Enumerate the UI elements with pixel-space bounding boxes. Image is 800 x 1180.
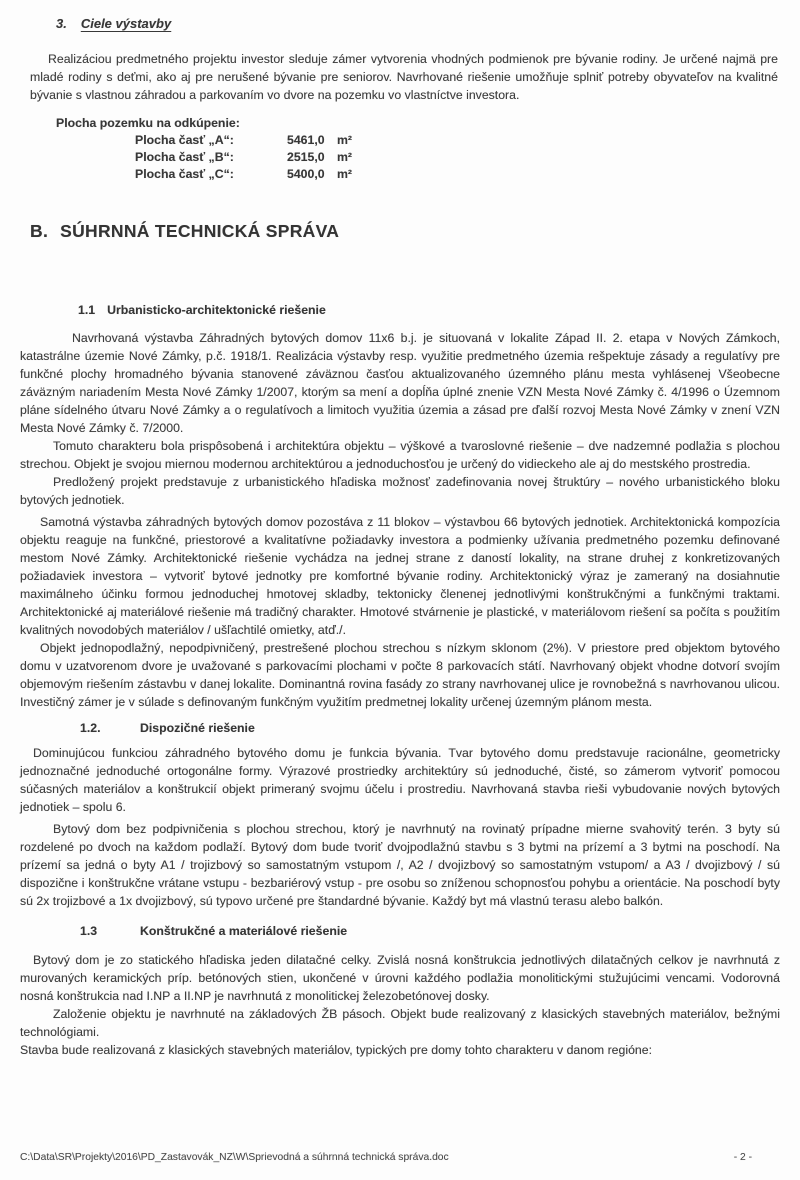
paragraph-1-3-b: Založenie objektu je navrhnuté na základových ŽB pásoch. Objekt bude realizovaný z klasických stavebných materiálov, bežnými technológiami. (20, 1007, 780, 1039)
section-1-2-title: Dispozičné riešenie (140, 721, 255, 735)
section-1-3-number: 1.3 (80, 924, 98, 938)
section-1-3-title: Konštrukčné a materiálové riešenie (140, 924, 348, 938)
plot-area-row (135, 132, 780, 149)
row-unit: m² (337, 150, 353, 164)
section-3-number: 3. (56, 16, 67, 31)
section-b-title: SÚHRNNÁ TECHNICKÁ SPRÁVA (60, 221, 340, 241)
plot-area-block (56, 115, 780, 183)
plot-area-title: Plocha pozemku na odkúpenie: (56, 116, 240, 130)
row-label: Plocha časť „C“: (135, 167, 234, 181)
section-b-number: B. (30, 221, 49, 241)
section-1-1-title: Urbanisticko-architektonické riešenie (107, 303, 326, 317)
paragraph-1-2-b: Bytový dom bez podpivničenia s plochou strechou, ktorý je navrhnutý na rovinatý prípadne mierne svahovitý terén. 3 byty sú rozdelené po dvoch na každom podlaží. Bytový dom bude tvoriť dvojpodlažnú stavbu s 3 bytmi na prízemí a 3 bytmi na poschodí. Na prízemí sa jedná o byty A1 / trojizbový so samostatným vstupom /, A2 / dvojizbový so samostatným vstupom/ a A3 / dvojizbový / sú dispozične i konštrukčne vrátane vstupu - bezbariérový vstup - pre osobu so zníženou schopnosťou pohybu a orientácie. Na poschodí byty sú 2x trojizbové a 1x dvojizbový, sú typovo určené pre štandardné bývanie. Každý byt má vlastnú terasu alebo balkón. (20, 822, 780, 908)
section-3-title: Ciele výstavby (80, 16, 172, 31)
row-unit: m² (337, 133, 353, 147)
paragraph-1-1-e: Objekt jednopodlažný, nepodpivničený, prestrešené plochou strechou s nízkym sklonom (2%). V priestore pred objektom bytového domu v uzatvorenom dvore je uvažované s parkovacími plochami v počte 8 parkovacích státí. Navrhovaný objekt vhodne dotvorí svojím objemovým riešením zástavbu v danej lokalite. Dominantná rovina fasády zo strany navrhovanej ulice je rovnobežná s navrhovanou ulicou. Investičný zámer je v súlade s definovaným funkčným využitím predmetnej lokality určenej územným plánom mesta. (20, 641, 780, 709)
section-3-heading (56, 15, 780, 33)
paragraph-1-3-c: Stavba bude realizovaná z klasických stavebných materiálov, typických pre domy tohto charakteru v danom regióne: (20, 1043, 653, 1057)
paragraph-1-1-c: Predložený projekt predstavuje z urbanistického hľadiska možnosť zadefinovania novej štruktúry – nového urbanistického bloku bytových jednotiek. (20, 475, 780, 507)
footer-path: C:\Data\SR\Projekty\2016\PD_Zastavovák_NZ\W\Sprievodná a súhrnná technická správa.doc (20, 1152, 449, 1163)
row-label: Plocha časť „B“: (135, 150, 234, 164)
section-1-2-number: 1.2. (80, 721, 101, 735)
paragraph-1-1-d: Samotná výstavba záhradných bytových domov pozostáva z 11 blokov – výstavbou 66 bytových jednotiek. Architektonická kompozícia objektu reaguje na funkčné, priestorové a kvalitatívne požiadavky investora a podmienky užívania predmetného pozemku definované mestom Nové Zámky. Architektonické riešenie vychádza na jednej strane z daností lokality, na strane druhej z konkretizovaných požiadaviek investora – vytvoriť bytové jednotky pre komfortné bývanie rodiny. Architektonický výraz je zameraný na dosiahnutie maximálneho účinku formou jednoduchej hmotovej skladby, tektonicky členenej jednotlivými konštrukčnými a funkčnými traktami. Architektonické aj materiálové riešenie má tradičný charakter. Hmotové stvárnenie je plastické, v materiálovom riešení sa počíta s použitím kvalitných novodobých materiálov / ušľachtilé omietky, atď./. (20, 515, 780, 637)
section-1-1-heading (78, 301, 780, 320)
section-3-paragraph: Realizáciou predmetného projektu investor sleduje zámer vytvorenia vhodných podmienok pre bývanie rodiny. Je určené najmä pre mladé rodiny s deťmi, ako aj pre nerušené bývanie pre seniorov. Navrhované riešenie umožňuje splniť potreby obyvateľov na kvalitné bývanie s vlastnou záhradou a parkovaním vo dvore na pozemku vo vlastníctve investora. (30, 52, 778, 102)
paragraph-1-1-a: Navrhovaná výstavba Záhradných bytových domov 11x6 b.j. je situovaná v lokalite Západ II. 2. etapa v Nových Zámkoch, katastrálne územie Nové Zámky, p.č. 1918/1. Realizácia výstavby resp. využitie predmetného územia rešpektuje zásady a regulatívy pre funkčné plochy hromadného bývania stanovené záväznou časťou aktualizovaného územného plánu mesta vyhlásenej Všeobecne záväzným nariadením Mesta Nové Zámky 1/2007, ktorým sa mení a dopĺňa úplné znenie VZN Mesta Nové Zámky č. 4/1996 o Územnom pláne sídelného útvaru Nové Zámky a o regulatívoch a limitoch využitia územia a zásad pre ďalší rozvoj Mesta Nové Zámky v znení VZN Mesta Nové Zámky č. 7/2000. (20, 331, 780, 435)
document-footer (20, 1151, 780, 1165)
row-unit: m² (337, 167, 353, 181)
row-value: 5461,0 (287, 133, 325, 147)
paragraph-1-1-b: Tomuto charakteru bola prispôsobená i architektúra objektu – výškové a tvaroslovné riešenie – dve nadzemné podlažia s plochou strechou. Objekt je svojou miernou modernou architektúrou a jednoduchosťou je určený do vidieckeho ale aj do mestského prostredia. (20, 439, 780, 471)
row-value: 5400,0 (287, 167, 325, 181)
paragraph-1-3-a: Bytový dom je zo statického hľadiska jeden dilatačné celky. Zvislá nosná konštrukcia jednotlivých dilatačných celkov je navrhnutá z murovaných keramických príp. betónových stien, ukončené v úrovni každého podlažia monolitickými stužujúcimi vencami. Vodorovná nosná konštrukcia nad I.NP a II.NP je navrhnutá z monolitickej železobetónovej dosky. (20, 953, 780, 1003)
row-label: Plocha časť „A“: (135, 133, 234, 147)
row-value: 2515,0 (287, 150, 325, 164)
paragraph-1-2-a: Dominujúcou funkciou záhradného bytového domu je funkcia bývania. Tvar bytového domu predstavuje racionálne, geometricky jednoznačné jednoduché ortogonálne formy. Výrazové prostriedky architektúry sú jednoduché, čisté, so zámerom vytvoriť pomocou súčasných materiálov a konštrukcií objekt primeraný svojmu účelu i prostrediu. Navrhovaná stavba rieši vybudovanie nových bytových jednotiek – spolu 6. (20, 746, 780, 814)
plot-area-row (135, 166, 780, 183)
plot-area-row (135, 149, 780, 166)
section-1-3-heading (80, 922, 780, 941)
section-1-1-number: 1.1 (78, 303, 96, 317)
section-b-heading (30, 219, 780, 243)
page-number: - 2 - (733, 1152, 752, 1163)
section-1-2-heading (80, 719, 780, 738)
